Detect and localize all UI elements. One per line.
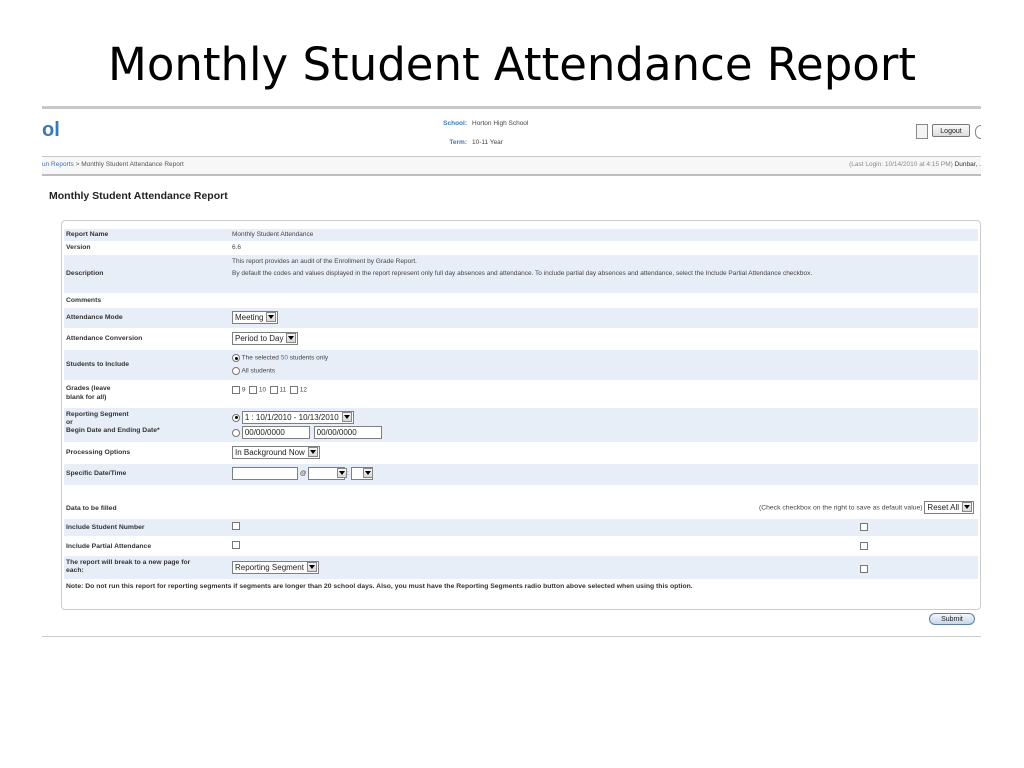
page-break-label-line-2: each: (66, 567, 84, 574)
chevron-down-icon (337, 468, 347, 478)
include-student-number-cell (232, 522, 240, 531)
row-data-to-be-filled (64, 486, 978, 518)
include-student-number-checkbox[interactable] (232, 522, 240, 530)
include-student-number-label: Include Student Number (66, 524, 145, 531)
attendance-mode-value: Meeting (235, 313, 264, 322)
top-border (42, 106, 981, 109)
specific-datetime-label: Specific Date/Time (66, 470, 127, 477)
page-break-value: Reporting Segment (235, 563, 304, 572)
description-line-1: This report provides an audit of the Enrollment by Grade Report. (232, 258, 417, 265)
end-date-input[interactable]: 00/00/0000 (314, 426, 382, 439)
segment-radio[interactable] (232, 414, 240, 422)
chevron-down-icon (266, 312, 276, 322)
grade-9-label: 9 (241, 386, 246, 394)
document-icon[interactable] (916, 124, 928, 139)
partial-attendance-default-cell (860, 541, 868, 550)
reset-all-value: Reset All (927, 503, 959, 512)
begin-date-input[interactable]: 00/00/0000 (242, 426, 310, 439)
grades-label-line-2: blank for all) (66, 394, 107, 401)
date-range-radio[interactable] (232, 429, 240, 437)
segment-value: 1 : 10/1/2010 - 10/13/2010 (244, 413, 339, 422)
time-colon: : (347, 470, 349, 478)
students-all-radio[interactable] (232, 367, 240, 375)
students-count-link[interactable]: 50 (280, 354, 288, 362)
grade-12-label: 12 (299, 386, 307, 394)
grades-options (232, 386, 307, 395)
term-label: Term: (449, 139, 467, 146)
submit-button[interactable]: Submit (929, 613, 975, 625)
attendance-conversion-cell (232, 332, 298, 345)
student-number-default-checkbox[interactable] (860, 523, 868, 531)
minute-select[interactable] (351, 467, 373, 480)
report-form (61, 220, 981, 610)
processing-options-select[interactable] (232, 446, 320, 459)
row-include-student-number (64, 519, 978, 536)
version-label: Version (66, 244, 91, 251)
attendance-mode-cell (232, 311, 278, 324)
partial-attendance-default-checkbox[interactable] (860, 542, 868, 550)
students-opt1-prefix: The selected (241, 354, 279, 362)
grade-10-label: 10 (258, 386, 267, 394)
row-students-to-include (64, 350, 978, 380)
page-title: Monthly Student Attendance Report (49, 190, 228, 202)
chevron-down-icon (308, 447, 318, 457)
data-to-be-filled-label: Data to be filled (66, 505, 117, 512)
chevron-down-icon (342, 412, 352, 422)
page-break-cell (232, 561, 319, 574)
students-option-selected (232, 354, 328, 363)
reporting-segment-label: Reporting Segment (66, 411, 129, 418)
row-processing-options (64, 443, 978, 463)
grade-11-label: 11 (279, 386, 287, 394)
breadcrumb (42, 161, 184, 168)
help-icon[interactable] (975, 125, 981, 139)
row-reporting-segment (64, 408, 978, 442)
app-logo: ol (42, 119, 60, 141)
version-value: 6.6 (232, 244, 242, 251)
note-text: Note: Do not run this report for reporting segments if segments are longer than 20 school days. Also, you must have the Reporting Segments radio button above selected when using this option. (66, 583, 693, 590)
include-partial-attendance-checkbox[interactable] (232, 541, 240, 549)
school-label: School: (443, 120, 467, 127)
date-range-option (232, 426, 382, 439)
attendance-conversion-label: Attendance Conversion (66, 335, 143, 342)
row-note (64, 580, 978, 594)
include-partial-attendance-cell (232, 541, 240, 550)
segment-select[interactable] (242, 411, 354, 424)
chevron-down-icon (962, 502, 972, 512)
page-break-label-line-1: The report will break to a new page for (66, 559, 191, 566)
last-login (849, 161, 981, 168)
breadcrumb-bar (42, 156, 981, 176)
term-value: 10-11 Year (472, 139, 503, 146)
row-version (64, 242, 978, 254)
logout-button[interactable]: Logout (932, 124, 970, 137)
last-login-text: (Last Login: 10/14/2010 at 4:15 PM) (849, 161, 953, 168)
row-description (64, 255, 978, 293)
page-break-default-checkbox[interactable] (860, 565, 868, 573)
row-attendance-mode (64, 308, 978, 328)
row-include-partial-attendance (64, 537, 978, 555)
comments-label: Comments (66, 297, 102, 304)
bottom-divider (42, 636, 981, 637)
row-report-name (64, 229, 978, 241)
row-specific-datetime (64, 464, 978, 485)
student-number-default-cell (860, 522, 868, 531)
processing-options-cell (232, 446, 320, 459)
row-page-break (64, 556, 978, 579)
report-name-label: Report Name (66, 231, 109, 238)
specific-datetime-cell (232, 467, 373, 480)
chevron-down-icon (286, 333, 296, 343)
chevron-down-icon (363, 468, 373, 478)
attendance-conversion-select[interactable] (232, 332, 298, 345)
data-fill-controls (759, 501, 974, 514)
reset-all-select[interactable] (924, 501, 974, 514)
students-opt2-label: All students (241, 367, 276, 375)
report-name-value: Monthly Student Attendance (232, 231, 314, 238)
row-attendance-conversion (64, 329, 978, 349)
reporting-segment-or: or (66, 419, 73, 426)
include-partial-attendance-label: Include Partial Attendance (66, 543, 152, 550)
page-break-default-cell (860, 564, 868, 573)
description-label: Description (66, 270, 104, 277)
default-value-hint: (Check checkbox on the right to save as default value) (758, 504, 923, 512)
hour-select[interactable] (308, 467, 345, 480)
row-comments (64, 294, 978, 307)
begin-end-date-label: Begin Date and Ending Date* (66, 427, 160, 434)
specific-date-input[interactable] (232, 467, 298, 480)
slide-title: Monthly Student Attendance Report (108, 38, 916, 91)
attendance-mode-select[interactable] (232, 311, 278, 324)
students-to-include-label: Students to Include (66, 361, 130, 368)
breadcrumb-link-reports[interactable]: un Reports (42, 161, 74, 168)
breadcrumb-current: Monthly Student Attendance Report (81, 161, 184, 168)
grade-10-checkbox[interactable] (249, 386, 257, 394)
segment-option (232, 411, 354, 424)
students-option-all (232, 367, 275, 376)
description-line-2: By default the codes and values displayed in the report represent only full day absences and attendance. To include partial day absences and attendance, select the Include Partial Attendance checkbox. (232, 270, 813, 277)
attendance-conversion-value: Period to Day (235, 334, 284, 343)
at-symbol: @ (299, 470, 307, 478)
app-screenshot (42, 106, 981, 640)
school-value: Horton High School (472, 120, 529, 127)
attendance-mode-label: Attendance Mode (66, 314, 123, 321)
chevron-down-icon (307, 562, 317, 572)
grade-9-checkbox[interactable] (232, 386, 240, 394)
current-user: Dunbar, . (954, 161, 981, 168)
page-break-select[interactable] (232, 561, 319, 574)
students-selected-radio[interactable] (232, 354, 240, 362)
row-grades (64, 381, 978, 407)
grade-12-checkbox[interactable] (290, 386, 298, 394)
processing-options-label: Processing Options (66, 449, 131, 456)
grade-11-checkbox[interactable] (270, 386, 278, 394)
grades-label-line-1: Grades (leave (66, 385, 111, 392)
students-opt1-suffix: students only (289, 354, 329, 362)
processing-options-value: In Background Now (235, 448, 305, 457)
breadcrumb-separator: > (75, 161, 80, 168)
